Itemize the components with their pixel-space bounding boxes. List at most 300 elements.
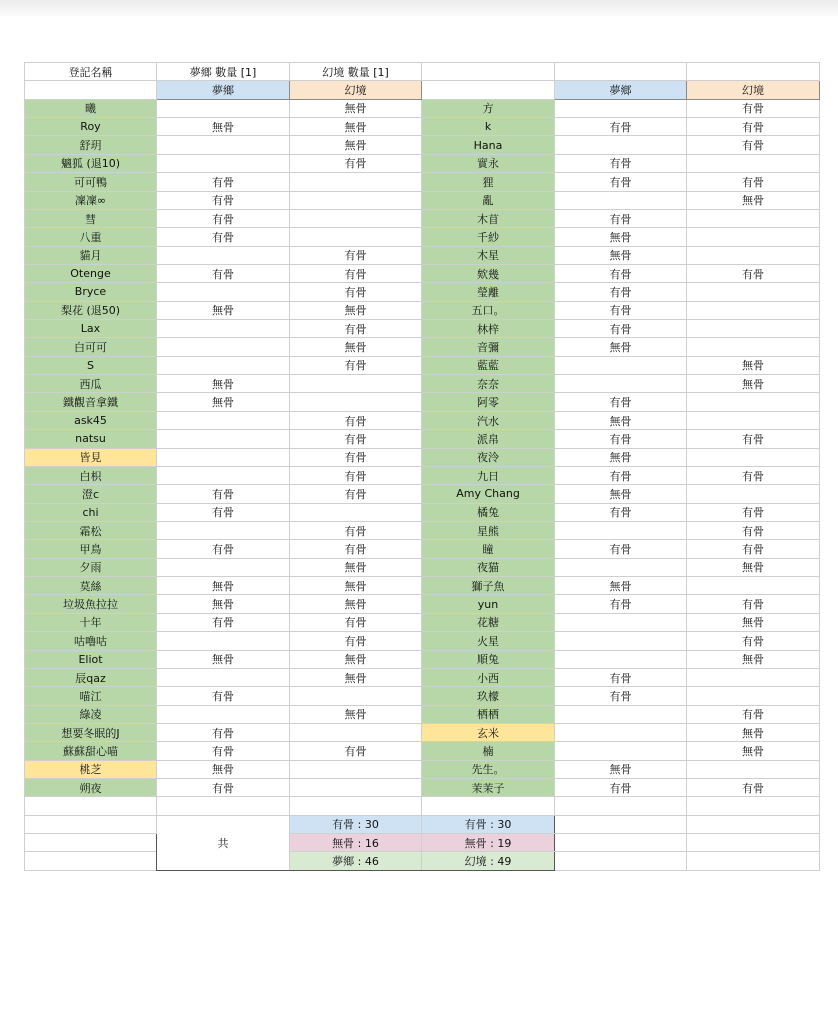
subheader-huan-right: 幻境 (687, 81, 820, 99)
right-meng-cell (555, 723, 687, 741)
left-meng-cell (157, 320, 290, 338)
left-meng-cell (157, 154, 290, 172)
summary-meng-you: 有骨 : 30 (290, 815, 422, 833)
left-huan-cell: 無骨 (290, 99, 422, 117)
left-name-cell: 鐵觀音拿鐵 (25, 393, 157, 411)
right-name-cell: 藍藍 (422, 356, 555, 374)
left-name-cell: 甲鳥 (25, 540, 157, 558)
left-meng-cell: 無骨 (157, 760, 290, 778)
right-meng-cell: 有骨 (555, 687, 687, 705)
left-huan-cell: 無骨 (290, 668, 422, 686)
empty-cell (555, 797, 687, 815)
left-huan-cell: 有骨 (290, 411, 422, 429)
right-huan-cell: 有骨 (687, 595, 820, 613)
right-name-cell: 狸 (422, 173, 555, 191)
right-meng-cell: 無骨 (555, 338, 687, 356)
left-huan-cell: 有骨 (290, 742, 422, 760)
right-name-cell: 木苜 (422, 209, 555, 227)
right-name-cell: 玖檬 (422, 687, 555, 705)
right-meng-cell (555, 356, 687, 374)
right-name-cell: 夜猫 (422, 558, 555, 576)
right-name-cell: 花糖 (422, 613, 555, 631)
right-name-cell: 瞳 (422, 540, 555, 558)
right-name-cell: 千紗 (422, 228, 555, 246)
right-huan-cell: 有骨 (687, 779, 820, 797)
table-row (25, 448, 820, 466)
left-huan-cell: 有骨 (290, 613, 422, 631)
empty-cell (555, 834, 687, 852)
left-name-cell: natsu (25, 430, 157, 448)
left-name-cell: 彗 (25, 209, 157, 227)
left-name-cell: 貓月 (25, 246, 157, 264)
right-name-cell: 小西 (422, 668, 555, 686)
left-huan-cell (290, 191, 422, 209)
empty-cell (555, 815, 687, 833)
right-meng-cell: 無骨 (555, 485, 687, 503)
left-name-cell: 可可鴨 (25, 173, 157, 191)
left-meng-cell (157, 411, 290, 429)
right-name-cell: 林梓 (422, 320, 555, 338)
right-name-cell: k (422, 118, 555, 136)
right-name-cell: 火星 (422, 632, 555, 650)
header-huan: 幻境 數量 [1] (290, 63, 422, 81)
table-row (25, 375, 820, 393)
right-meng-cell: 有骨 (555, 173, 687, 191)
subheader-huan-left: 幻境 (290, 81, 422, 99)
right-huan-cell (687, 448, 820, 466)
right-name-cell: 星熊 (422, 521, 555, 539)
right-huan-cell (687, 301, 820, 319)
left-name-cell: S (25, 356, 157, 374)
right-huan-cell (687, 760, 820, 778)
header-row (25, 63, 820, 81)
right-huan-cell (687, 687, 820, 705)
left-huan-cell (290, 209, 422, 227)
right-name-cell: 實永 (422, 154, 555, 172)
left-meng-cell: 有骨 (157, 723, 290, 741)
right-meng-cell (555, 613, 687, 631)
left-huan-cell: 有骨 (290, 154, 422, 172)
table-row (25, 485, 820, 503)
empty-cell (687, 834, 820, 852)
left-name-cell: 曦 (25, 99, 157, 117)
right-name-cell: Hana (422, 136, 555, 154)
left-name-cell: Otenge (25, 264, 157, 282)
right-meng-cell: 無骨 (555, 228, 687, 246)
left-huan-cell: 有骨 (290, 632, 422, 650)
left-meng-cell: 有骨 (157, 191, 290, 209)
empty-cell (290, 797, 422, 815)
right-name-cell: 楠 (422, 742, 555, 760)
left-huan-cell: 無骨 (290, 136, 422, 154)
left-meng-cell: 有骨 (157, 264, 290, 282)
header-name: 登記名稱 (25, 63, 157, 81)
left-huan-cell: 無骨 (290, 705, 422, 723)
left-name-cell: 桃芝 (25, 760, 157, 778)
left-huan-cell (290, 760, 422, 778)
table-row (25, 228, 820, 246)
right-huan-cell: 無骨 (687, 558, 820, 576)
left-name-cell: 霜松 (25, 521, 157, 539)
left-meng-cell: 有骨 (157, 613, 290, 631)
table-row (25, 632, 820, 650)
right-name-cell: 阿零 (422, 393, 555, 411)
left-huan-cell (290, 723, 422, 741)
right-meng-cell: 有骨 (555, 595, 687, 613)
left-meng-cell: 無骨 (157, 393, 290, 411)
left-huan-cell: 無骨 (290, 595, 422, 613)
left-name-cell: chi (25, 503, 157, 521)
right-meng-cell: 無骨 (555, 577, 687, 595)
table-row (25, 466, 820, 484)
left-huan-cell: 有骨 (290, 485, 422, 503)
left-huan-cell: 有骨 (290, 264, 422, 282)
left-name-cell: 咕嚕咕 (25, 632, 157, 650)
left-name-cell: 凜凜∞ (25, 191, 157, 209)
table-row (25, 264, 820, 282)
empty-cell (687, 852, 820, 870)
right-meng-cell: 有骨 (555, 154, 687, 172)
right-huan-cell (687, 228, 820, 246)
right-huan-cell (687, 338, 820, 356)
right-huan-cell (687, 577, 820, 595)
left-meng-cell (157, 448, 290, 466)
table-row (25, 430, 820, 448)
left-huan-cell: 有骨 (290, 320, 422, 338)
left-meng-cell: 無骨 (157, 301, 290, 319)
right-huan-cell: 無骨 (687, 742, 820, 760)
left-huan-cell (290, 779, 422, 797)
left-meng-cell: 有骨 (157, 228, 290, 246)
left-meng-cell: 有骨 (157, 540, 290, 558)
table-row (25, 246, 820, 264)
left-huan-cell: 無骨 (290, 558, 422, 576)
right-name-cell: 五口。 (422, 301, 555, 319)
right-huan-cell: 有骨 (687, 264, 820, 282)
right-meng-cell: 無骨 (555, 760, 687, 778)
right-meng-cell: 有骨 (555, 540, 687, 558)
right-huan-cell: 有骨 (687, 118, 820, 136)
table-row (25, 393, 820, 411)
left-meng-cell (157, 99, 290, 117)
right-meng-cell: 有骨 (555, 779, 687, 797)
left-meng-cell: 無骨 (157, 118, 290, 136)
left-huan-cell: 有骨 (290, 283, 422, 301)
left-meng-cell (157, 246, 290, 264)
right-meng-cell: 有骨 (555, 283, 687, 301)
empty-cell (25, 834, 157, 852)
left-meng-cell: 無骨 (157, 375, 290, 393)
left-name-cell: 蘇蘇甜心喵 (25, 742, 157, 760)
left-name-cell: 垃圾魚拉拉 (25, 595, 157, 613)
right-meng-cell (555, 99, 687, 117)
left-name-cell: 梨花 (退50) (25, 301, 157, 319)
left-huan-cell (290, 228, 422, 246)
right-meng-cell: 有骨 (555, 503, 687, 521)
right-huan-cell: 無骨 (687, 650, 820, 668)
table-row (25, 705, 820, 723)
left-huan-cell: 有骨 (290, 356, 422, 374)
left-huan-cell: 無骨 (290, 650, 422, 668)
left-huan-cell: 有骨 (290, 246, 422, 264)
left-name-cell: 白可可 (25, 338, 157, 356)
right-meng-cell (555, 375, 687, 393)
summary-huan-wu: 無骨 : 19 (422, 834, 555, 852)
right-name-cell: 橘兔 (422, 503, 555, 521)
table-row (25, 521, 820, 539)
summary-meng-total: 夢鄉 : 46 (290, 852, 422, 870)
subheader-meng-right: 夢鄉 (555, 81, 687, 99)
right-name-cell: yun (422, 595, 555, 613)
left-meng-cell: 有骨 (157, 209, 290, 227)
left-name-cell: 澄c (25, 485, 157, 503)
empty-cell (555, 852, 687, 870)
left-name-cell: 想要冬眠的J (25, 723, 157, 741)
left-meng-cell: 無骨 (157, 650, 290, 668)
left-name-cell: 白枳 (25, 466, 157, 484)
right-name-cell: 玄米 (422, 723, 555, 741)
right-huan-cell: 有骨 (687, 430, 820, 448)
empty-cell (687, 797, 820, 815)
right-name-cell: 順兔 (422, 650, 555, 668)
left-name-cell: Roy (25, 118, 157, 136)
table-row (25, 191, 820, 209)
right-meng-cell: 有骨 (555, 209, 687, 227)
right-huan-cell: 有骨 (687, 173, 820, 191)
left-meng-cell: 有骨 (157, 779, 290, 797)
left-meng-cell (157, 668, 290, 686)
header-empty (422, 63, 555, 81)
right-huan-cell (687, 209, 820, 227)
left-meng-cell: 無骨 (157, 577, 290, 595)
empty-cell (25, 797, 157, 815)
right-huan-cell: 有骨 (687, 466, 820, 484)
left-name-cell: 舒玥 (25, 136, 157, 154)
table-row (25, 320, 820, 338)
top-bar (0, 0, 838, 16)
right-huan-cell (687, 485, 820, 503)
table-row (25, 411, 820, 429)
right-meng-cell: 有骨 (555, 320, 687, 338)
right-meng-cell: 有骨 (555, 301, 687, 319)
left-meng-cell: 有骨 (157, 503, 290, 521)
right-name-cell: 九日 (422, 466, 555, 484)
right-meng-cell (555, 632, 687, 650)
right-huan-cell: 無骨 (687, 723, 820, 741)
summary-row (25, 834, 820, 852)
left-meng-cell: 有骨 (157, 687, 290, 705)
right-huan-cell: 有骨 (687, 632, 820, 650)
left-meng-cell (157, 632, 290, 650)
left-meng-cell (157, 283, 290, 301)
header-empty (687, 63, 820, 81)
right-meng-cell (555, 650, 687, 668)
left-huan-cell (290, 393, 422, 411)
right-huan-cell: 有骨 (687, 540, 820, 558)
empty-cell (25, 852, 157, 870)
left-huan-cell: 有骨 (290, 466, 422, 484)
summary-huan-you: 有骨 : 30 (422, 815, 555, 833)
right-huan-cell: 無骨 (687, 191, 820, 209)
table-row (25, 613, 820, 631)
subheader-meng-left: 夢鄉 (157, 81, 290, 99)
right-meng-cell (555, 558, 687, 576)
right-huan-cell (687, 668, 820, 686)
spreadsheet-table (24, 62, 820, 871)
gap-row (25, 797, 820, 815)
right-huan-cell: 有骨 (687, 136, 820, 154)
left-huan-cell: 有骨 (290, 540, 422, 558)
left-name-cell: 辰qaz (25, 668, 157, 686)
left-huan-cell: 有骨 (290, 521, 422, 539)
right-meng-cell (555, 705, 687, 723)
right-huan-cell: 有骨 (687, 99, 820, 117)
left-name-cell: 魑狐 (退10) (25, 154, 157, 172)
table-row (25, 136, 820, 154)
empty-cell (157, 797, 290, 815)
left-meng-cell (157, 466, 290, 484)
left-huan-cell (290, 687, 422, 705)
table-row (25, 301, 820, 319)
right-meng-cell: 有骨 (555, 668, 687, 686)
empty-cell (25, 815, 157, 833)
left-huan-cell (290, 375, 422, 393)
subheader-empty (25, 81, 157, 99)
table-row (25, 650, 820, 668)
right-huan-cell: 有骨 (687, 705, 820, 723)
right-name-cell: 栖栖 (422, 705, 555, 723)
right-huan-cell: 無骨 (687, 613, 820, 631)
right-meng-cell (555, 521, 687, 539)
empty-cell (687, 815, 820, 833)
table-row (25, 595, 820, 613)
subheader-row (25, 81, 820, 99)
left-meng-cell: 無骨 (157, 595, 290, 613)
right-meng-cell: 有骨 (555, 393, 687, 411)
left-huan-cell: 有骨 (290, 448, 422, 466)
right-huan-cell: 有骨 (687, 521, 820, 539)
right-meng-cell: 有骨 (555, 430, 687, 448)
right-meng-cell: 無骨 (555, 246, 687, 264)
right-meng-cell (555, 136, 687, 154)
subheader-empty (422, 81, 555, 99)
empty-cell (422, 797, 555, 815)
left-name-cell: Eliot (25, 650, 157, 668)
table-row (25, 742, 820, 760)
right-meng-cell: 有骨 (555, 264, 687, 282)
right-meng-cell: 無骨 (555, 448, 687, 466)
right-name-cell: 派帛 (422, 430, 555, 448)
table-row (25, 687, 820, 705)
summary-row (25, 815, 820, 833)
right-huan-cell (687, 393, 820, 411)
table-row (25, 99, 820, 117)
table-row (25, 283, 820, 301)
table-row (25, 540, 820, 558)
right-meng-cell (555, 191, 687, 209)
right-huan-cell: 有骨 (687, 503, 820, 521)
right-meng-cell: 有骨 (555, 466, 687, 484)
left-name-cell: Lax (25, 320, 157, 338)
table-row (25, 338, 820, 356)
table-row (25, 558, 820, 576)
left-name-cell: 莫絲 (25, 577, 157, 595)
table-row (25, 209, 820, 227)
left-name-cell: 皆見 (25, 448, 157, 466)
left-name-cell: 八重 (25, 228, 157, 246)
table-row (25, 577, 820, 595)
left-name-cell: 朔夜 (25, 779, 157, 797)
right-name-cell: 夜泠 (422, 448, 555, 466)
right-name-cell: 方 (422, 99, 555, 117)
left-meng-cell (157, 705, 290, 723)
right-name-cell: 奈奈 (422, 375, 555, 393)
left-meng-cell (157, 136, 290, 154)
table-row (25, 503, 820, 521)
left-huan-cell: 無骨 (290, 301, 422, 319)
left-name-cell: 夕雨 (25, 558, 157, 576)
right-meng-cell: 有骨 (555, 118, 687, 136)
header-meng: 夢鄉 數量 [1] (157, 63, 290, 81)
right-name-cell: 獅子魚 (422, 577, 555, 595)
right-name-cell: 汽水 (422, 411, 555, 429)
table-row (25, 154, 820, 172)
left-name-cell: 喵江 (25, 687, 157, 705)
left-huan-cell (290, 173, 422, 191)
left-huan-cell: 無骨 (290, 577, 422, 595)
right-name-cell: 茉茉子 (422, 779, 555, 797)
right-huan-cell (687, 411, 820, 429)
table-row (25, 118, 820, 136)
table-row (25, 779, 820, 797)
left-name-cell: Bryce (25, 283, 157, 301)
left-name-cell: ask45 (25, 411, 157, 429)
right-name-cell: 音彌 (422, 338, 555, 356)
table-row (25, 760, 820, 778)
summary-row (25, 852, 820, 870)
right-name-cell: 木星 (422, 246, 555, 264)
left-name-cell: 綠凌 (25, 705, 157, 723)
left-name-cell: 西瓜 (25, 375, 157, 393)
left-meng-cell (157, 558, 290, 576)
right-huan-cell: 無骨 (687, 375, 820, 393)
left-huan-cell: 有骨 (290, 430, 422, 448)
left-meng-cell (157, 521, 290, 539)
right-name-cell: 欸幾 (422, 264, 555, 282)
header-empty (555, 63, 687, 81)
left-meng-cell: 有骨 (157, 173, 290, 191)
table-row (25, 723, 820, 741)
left-meng-cell (157, 338, 290, 356)
summary-label: 共 (157, 815, 290, 870)
left-meng-cell: 有骨 (157, 485, 290, 503)
table-row (25, 356, 820, 374)
left-meng-cell (157, 356, 290, 374)
right-name-cell: 先生。 (422, 760, 555, 778)
right-huan-cell (687, 283, 820, 301)
right-huan-cell (687, 154, 820, 172)
left-meng-cell: 有骨 (157, 742, 290, 760)
right-name-cell: 瑩離 (422, 283, 555, 301)
table-row (25, 173, 820, 191)
right-name-cell: 亂 (422, 191, 555, 209)
table-row (25, 668, 820, 686)
right-huan-cell (687, 320, 820, 338)
right-meng-cell (555, 742, 687, 760)
right-huan-cell: 無骨 (687, 356, 820, 374)
left-name-cell: 十年 (25, 613, 157, 631)
left-meng-cell (157, 430, 290, 448)
